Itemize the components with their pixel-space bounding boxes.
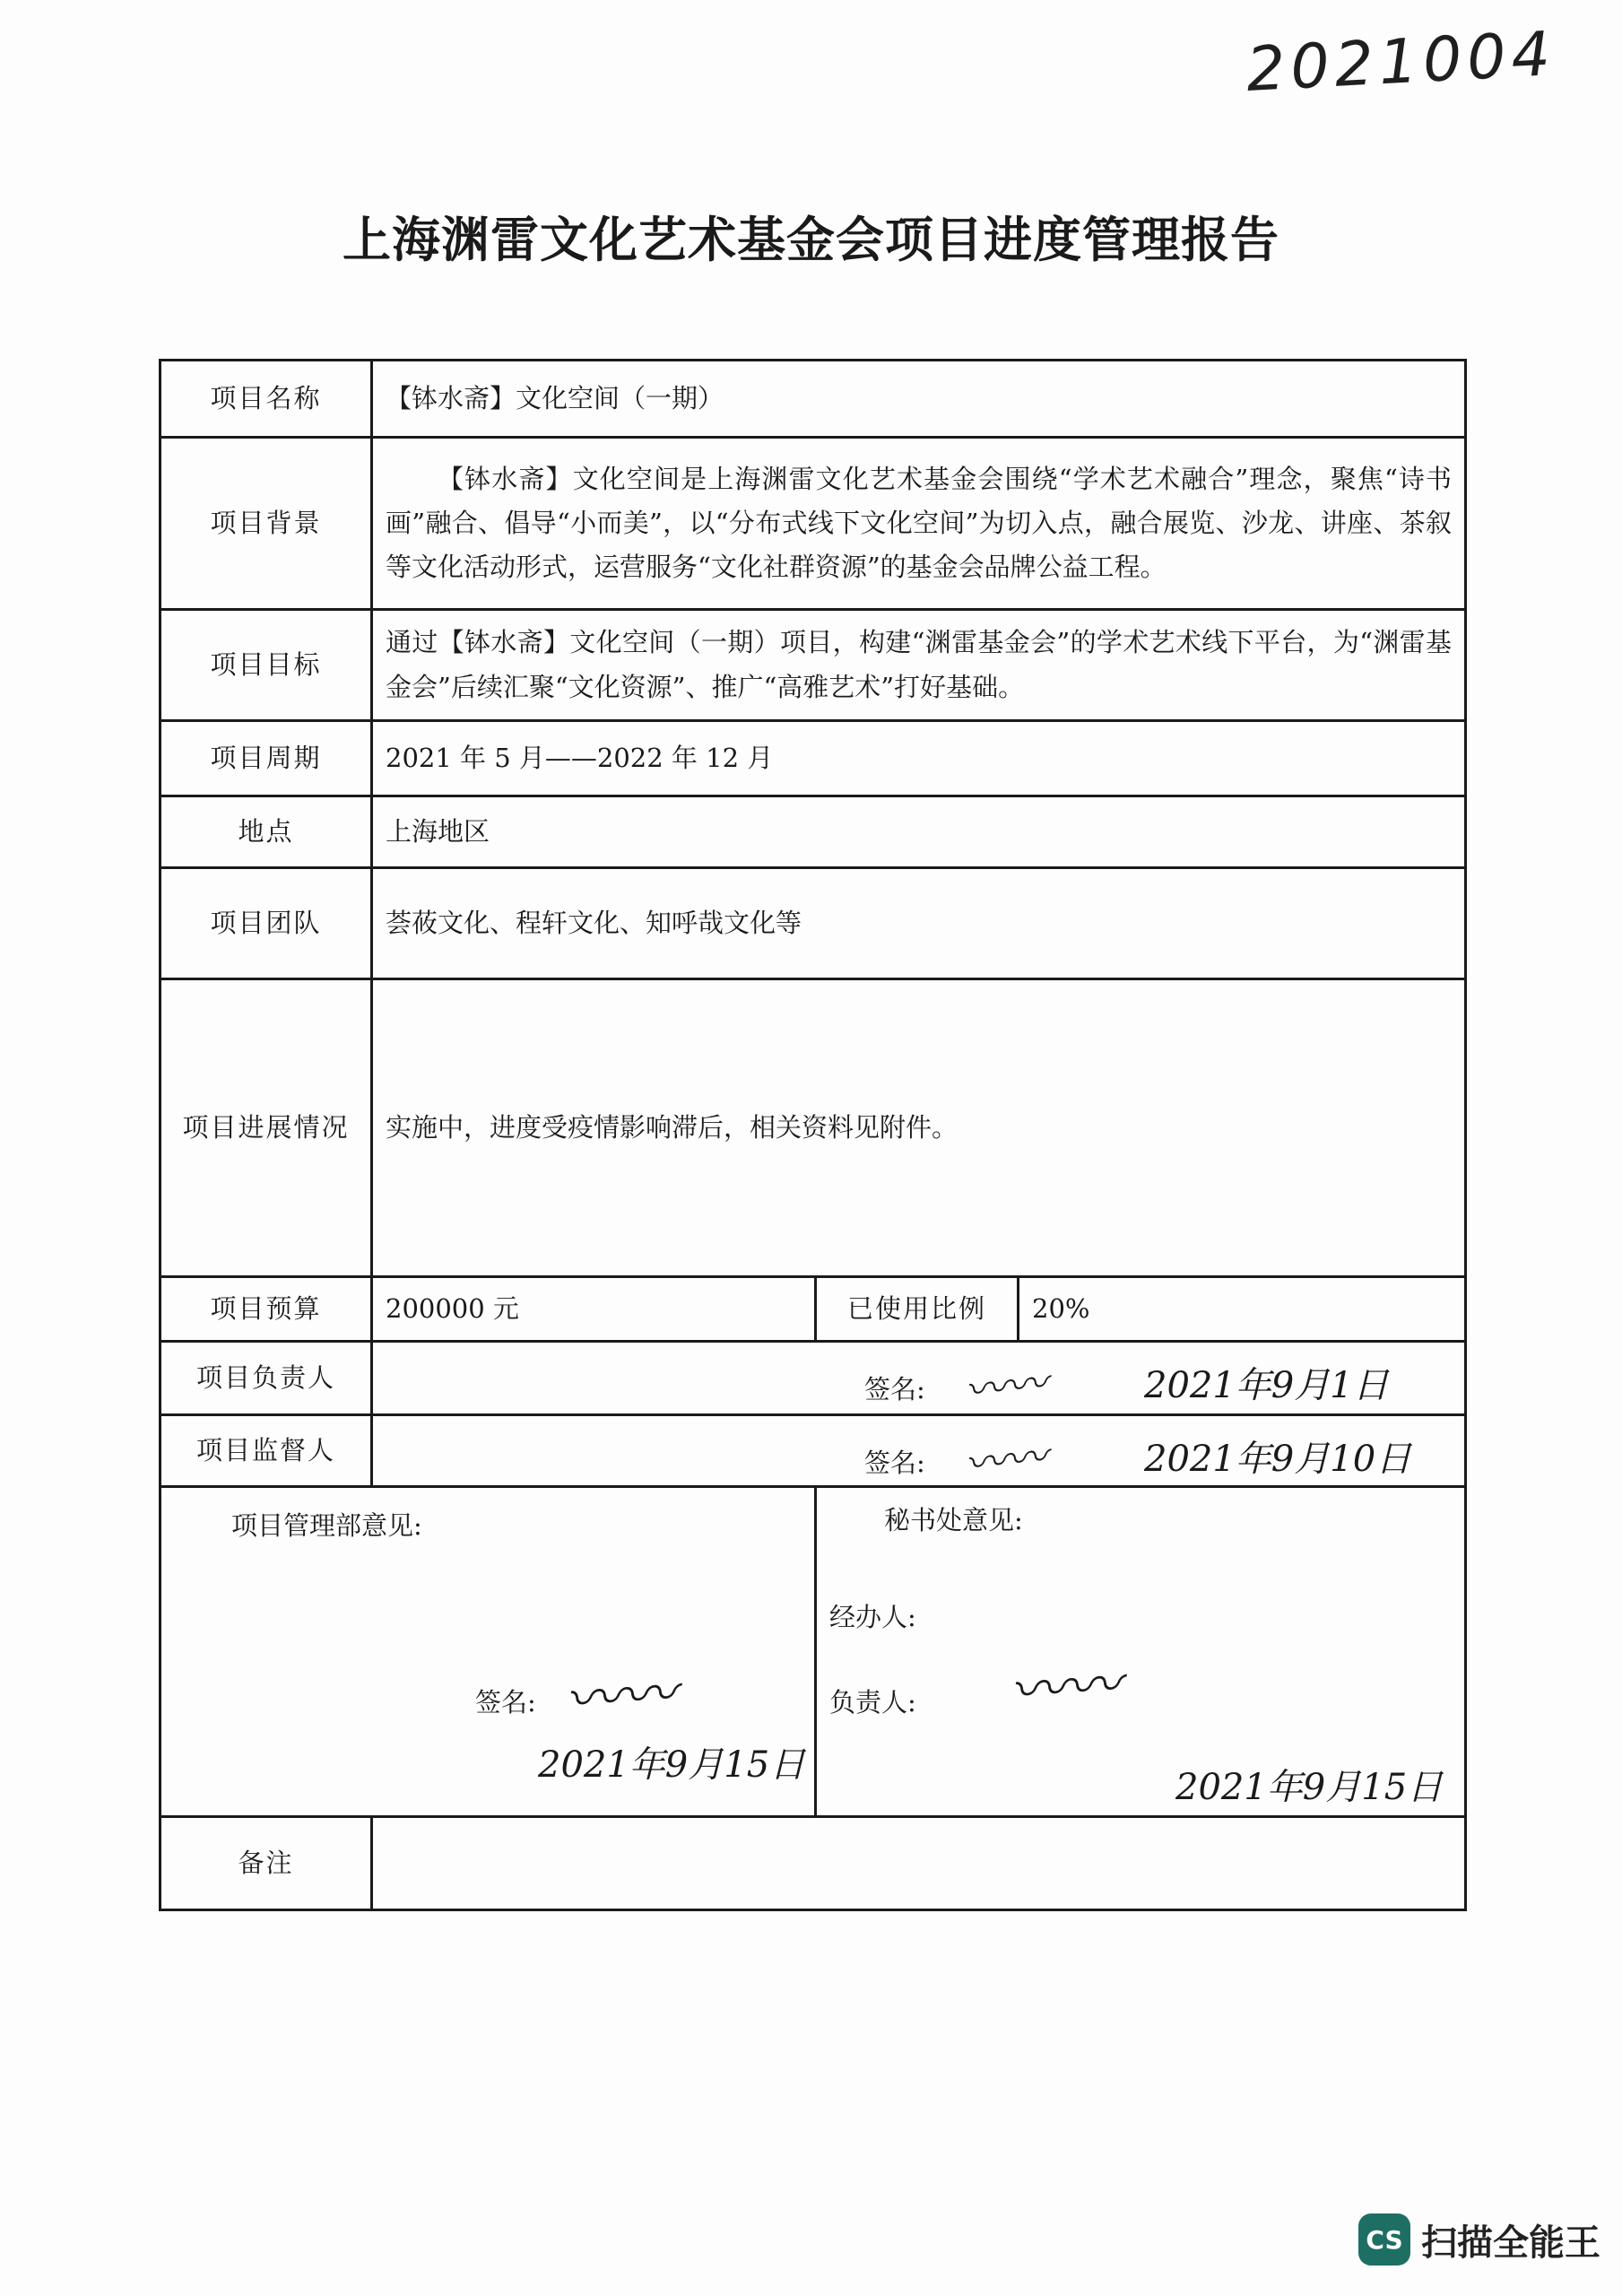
value-project-progress: 实施中，进度受疫情影响滞后，相关资料见附件。	[372, 979, 1466, 1277]
row-project-period	[160, 721, 1466, 796]
secretariat-handwritten-signature: 〰〰	[1007, 1650, 1123, 1725]
leader-sign-date: 2021年9月1日	[1144, 1365, 1389, 1406]
row-project-background	[160, 438, 1466, 610]
label-project-leader: 项目负责人	[160, 1342, 372, 1415]
value-remarks	[372, 1817, 1466, 1910]
leader-sign-label: 签名:	[864, 1374, 925, 1405]
label-project-background: 项目背景	[160, 438, 372, 610]
leader-handwritten-signature: 〰〰	[962, 1358, 1050, 1415]
row-remarks	[160, 1817, 1466, 1910]
label-project-name: 项目名称	[160, 361, 372, 438]
secretariat-opinion-cell	[816, 1487, 1466, 1817]
secretariat-handler-label: 经办人:	[829, 1602, 916, 1632]
scanner-app-watermark	[1358, 2213, 1600, 2266]
handwritten-document-number: 2021004	[1245, 19, 1557, 106]
row-opinions	[160, 1487, 1466, 1817]
label-project-period: 项目周期	[160, 721, 372, 796]
value-used-ratio: 20%	[1019, 1277, 1466, 1342]
row-project-progress	[160, 979, 1466, 1277]
label-project-budget: 项目预算	[160, 1277, 372, 1342]
camscanner-logo-icon: CS	[1358, 2213, 1410, 2266]
label-project-team: 项目团队	[160, 868, 372, 979]
supervisor-sign-label: 签名:	[864, 1448, 925, 1478]
management-sign-date: 2021年9月15日	[538, 1744, 806, 1786]
label-project-progress: 项目进展情况	[160, 979, 372, 1277]
row-project-budget	[160, 1277, 1466, 1342]
leader-signature-cell	[372, 1342, 1466, 1415]
supervisor-signature-cell	[372, 1415, 1466, 1487]
row-project-leader	[160, 1342, 1466, 1415]
management-opinion-cell	[160, 1487, 816, 1817]
supervisor-sign-date: 2021年9月10日	[1144, 1439, 1412, 1480]
management-opinion-title: 项目管理部意见:	[231, 1510, 422, 1541]
label-remarks: 备注	[160, 1817, 372, 1910]
value-location: 上海地区	[372, 796, 1466, 868]
secretariat-opinion-title: 秘书处意见:	[884, 1505, 1023, 1535]
value-project-goal: 通过【钵水斋】文化空间（一期）项目，构建“渊雷基金会”的学术艺术线下平台，为“渊雷基金会”后续汇聚“文化资源”、推广“高雅艺术”打好基础。	[372, 610, 1466, 721]
management-sign-label: 签名:	[475, 1687, 536, 1718]
label-used-ratio: 已使用比例	[816, 1277, 1019, 1342]
row-location	[160, 796, 1466, 868]
value-project-team: 荟莜文化、程轩文化、知呼哉文化等	[372, 868, 1466, 979]
value-project-period: 2021 年 5 月——2022 年 12 月	[372, 721, 1466, 796]
document-title: 上海渊雷文化艺术基金会项目进度管理报告	[343, 211, 1279, 268]
row-project-goal	[160, 610, 1466, 721]
secretariat-responsible-label: 负责人:	[829, 1687, 916, 1718]
row-project-supervisor	[160, 1415, 1466, 1487]
value-project-background: 【钵水斋】文化空间是上海渊雷文化艺术基金会围绕“学术艺术融合”理念，聚焦“诗书画”融合、倡导“小而美”，以“分布式线下文化空间”为切入点，融合展览、沙龙、讲座、茶叙等文化活动形式，运营服务“文化社群资源”的基金会品牌公益工程。	[372, 438, 1466, 610]
report-form-table	[159, 359, 1467, 1911]
supervisor-handwritten-signature: 〰〰	[962, 1431, 1050, 1489]
label-project-goal: 项目目标	[160, 610, 372, 721]
camscanner-logo-text: 扫描全能王	[1421, 2222, 1600, 2264]
row-project-name	[160, 361, 1466, 438]
management-handwritten-signature: 〰〰	[562, 1659, 679, 1734]
row-project-team	[160, 868, 1466, 979]
label-location: 地点	[160, 796, 372, 868]
value-project-name: 【钵水斋】文化空间（一期）	[372, 361, 1466, 438]
label-project-supervisor: 项目监督人	[160, 1415, 372, 1487]
secretariat-sign-date: 2021年9月15日	[1175, 1767, 1444, 1808]
value-project-budget: 200000 元	[372, 1277, 816, 1342]
